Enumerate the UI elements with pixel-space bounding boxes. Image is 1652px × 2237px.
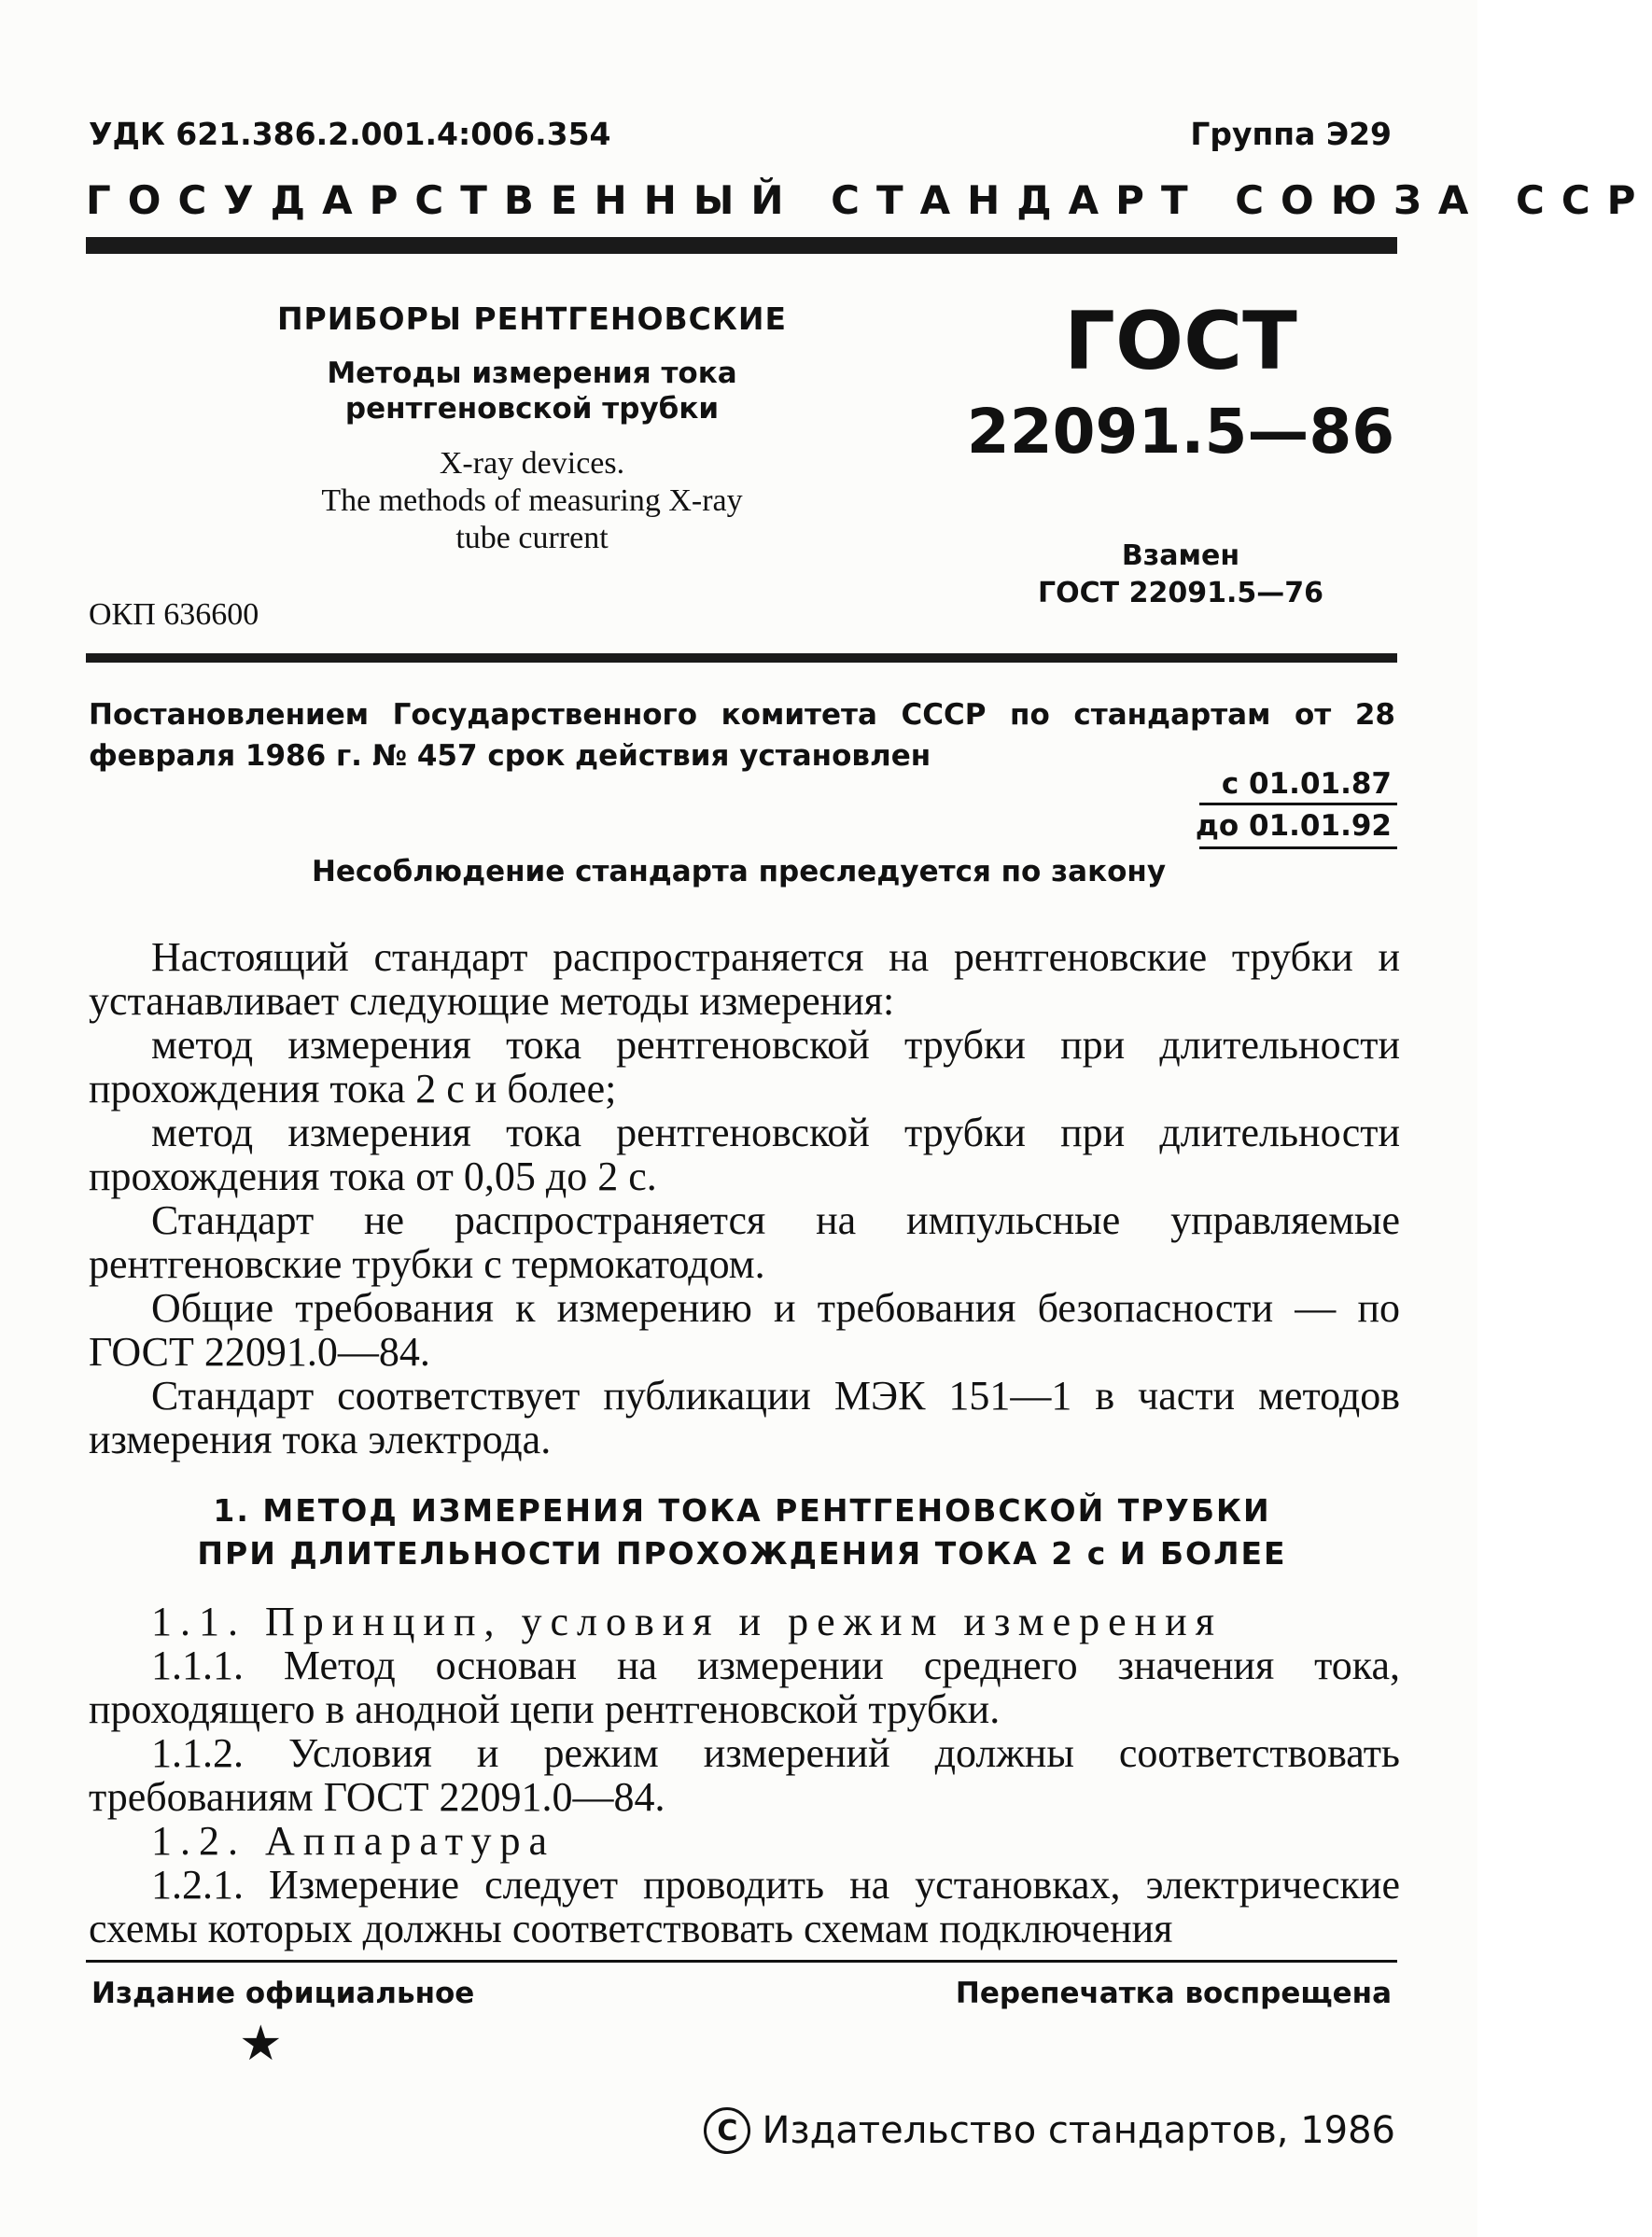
intro-text <box>89 935 1400 1461</box>
title-block <box>224 301 840 557</box>
document-subtitle <box>224 356 840 426</box>
english-title-line: The methods of measuring X-ray <box>321 483 743 518</box>
reprint-notice: Перепечатка воспрещена <box>955 1977 1392 2010</box>
paragraph: 1.1.2. Условия и режим измерений должны соответствовать требованиям ГОСТ 22091.0—84. <box>89 1730 1400 1820</box>
gost-number: 22091.5—86 <box>966 396 1395 468</box>
subsection-heading: 1.2. Аппаратура <box>151 1818 555 1864</box>
paragraph: Стандарт не распространяется на импульсные управляемые рентгеновские трубки с термокатодом. <box>89 1197 1400 1287</box>
replaces-standard: ГОСТ 22091.5—76 <box>1038 577 1323 609</box>
english-title-line: tube current <box>455 521 609 555</box>
subtitle-line: Методы измерения тока <box>327 357 737 390</box>
udk-code: УДК 621.386.2.001.4:006.354 <box>89 116 611 152</box>
paragraph: Общие требования к измерению и требования безопасности — по ГОСТ 22091.0—84. <box>89 1285 1400 1375</box>
valid-to: до 01.01.92 <box>1195 809 1392 843</box>
section-heading <box>149 1489 1335 1575</box>
date-rule <box>1199 846 1397 849</box>
state-standard-heading: ГОСУДАРСТВЕННЫЙ СТАНДАРТ СОЮЗА ССР <box>86 177 1652 223</box>
replaces-note <box>966 538 1395 612</box>
gost-label: ГОСТ <box>1064 295 1297 388</box>
subsection-heading: 1.1. Принцип, условия и режим измерения <box>151 1599 1223 1644</box>
decree-text: Постановлением Государственного комитета СССР по стандартам от 28 февраля 1986 г. № 457 срок действия установлен <box>89 698 1395 773</box>
section-heading-line: 1. МЕТОД ИЗМЕРЕНИЯ ТОКА РЕНТГЕНОВСКОЙ ТРУБКИ <box>213 1492 1271 1529</box>
paragraph: метод измерения тока рентгеновской трубки при длительности прохождения тока 2 с и более; <box>89 1022 1400 1112</box>
publisher: Издательство стандартов, 1986 <box>762 2109 1395 2152</box>
copyright <box>704 2107 1395 2154</box>
date-rule <box>1199 803 1397 805</box>
english-title <box>224 445 840 557</box>
paragraph: метод измерения тока рентгеновской трубки при длительности прохождения тока от 0,05 до 2 с. <box>89 1110 1400 1199</box>
english-title-line: X-ray devices. <box>439 446 625 481</box>
document-title: ПРИБОРЫ РЕНТГЕНОВСКИЕ <box>276 301 788 337</box>
paragraph: 1.2.1. Измерение следует проводить на установках, электрические схемы которых должны соответствовать схемам подключения <box>89 1862 1400 1951</box>
law-notice: Несоблюдение стандарта преследуется по закону <box>311 855 1167 888</box>
copyright-icon: C <box>704 2107 750 2154</box>
official-edition: Издание официальное <box>91 1977 475 2010</box>
valid-from: с 01.01.87 <box>1221 767 1392 801</box>
okp-code: ОКП 636600 <box>89 597 259 632</box>
section-heading-line: ПРИ ДЛИТЕЛЬНОСТИ ПРОХОЖДЕНИЯ ТОКА 2 с И БОЛЕЕ <box>197 1535 1287 1572</box>
footer-divider <box>86 1960 1397 1963</box>
section-text <box>89 1600 1400 1950</box>
paragraph: Настоящий стандарт распространяется на рентгеновские трубки и устанавливает следующие методы измерения: <box>89 934 1400 1024</box>
replaces-label: Взамен <box>1121 539 1240 572</box>
gost-block <box>966 297 1395 612</box>
paragraph: 1.1.1. Метод основан на измерении среднего значения тока, проходящего в анодной цепи рентгеновской трубки. <box>89 1643 1400 1732</box>
subtitle-line: рентгеновской трубки <box>344 392 720 426</box>
group-code: Группа Э29 <box>1190 116 1392 152</box>
star-icon: ★ <box>239 2018 283 2071</box>
header-divider <box>86 237 1397 254</box>
paragraph: Стандарт соответствует публикации МЭК 151—1 в части методов измерения тока электрода. <box>89 1373 1400 1462</box>
title-divider <box>86 653 1397 663</box>
